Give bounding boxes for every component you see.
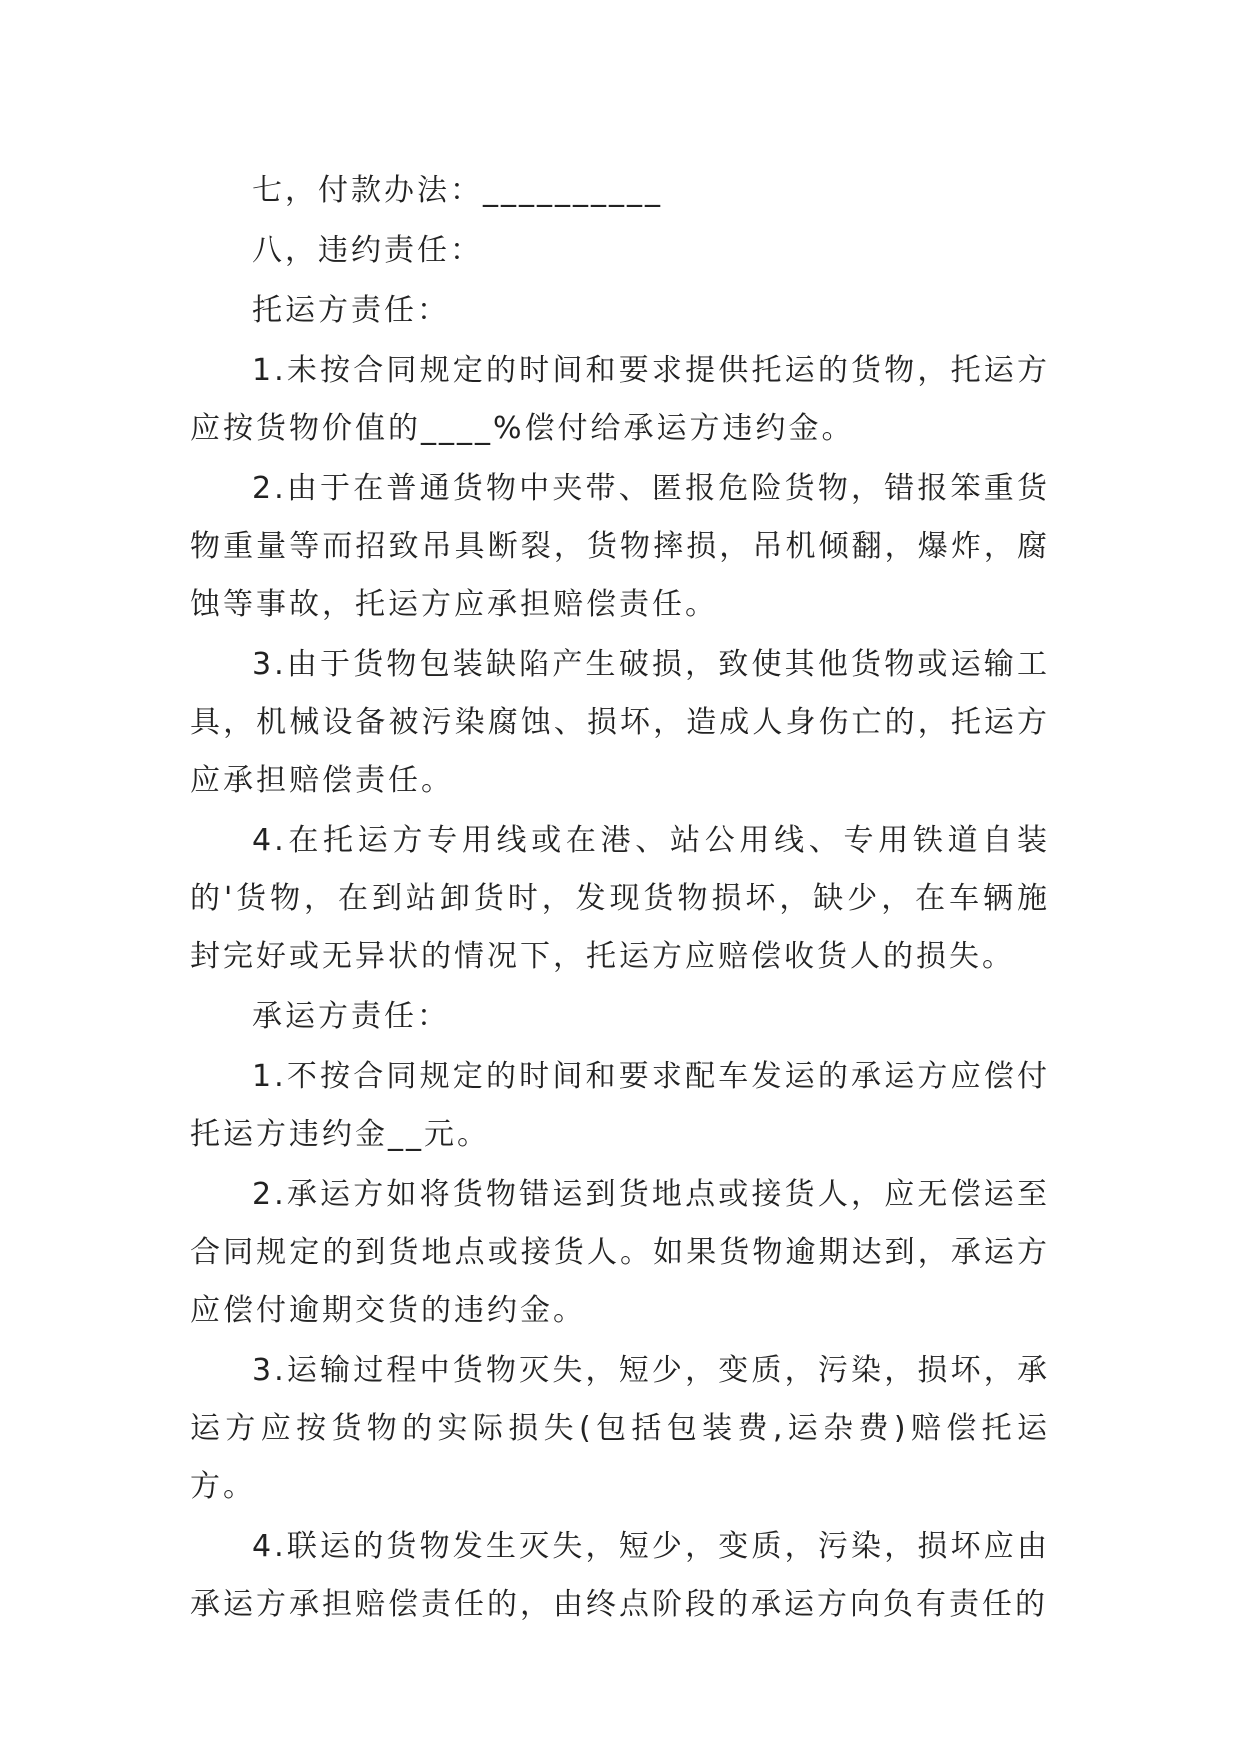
- carrier-clause-1: 1.不按合同规定的时间和要求配车发运的承运方应偿付托运方违约金__元。: [190, 1059, 1050, 1152]
- carrier-liability-heading: 承运方责任：: [252, 999, 450, 1034]
- carrier-clause-4: 4.联运的货物发生灭失，短少，变质，污染，损坏应由承运方承担赔偿责任的，由终点阶段的承运方向负有责任的: [190, 1529, 1050, 1622]
- shipper-liability-heading: 托运方责任：: [252, 293, 450, 328]
- shipper-clause-3: 3.由于货物包装缺陷产生破损，致使其他货物或运输工具，机械设备被污染腐蚀、损坏，造成人身伤亡的，托运方应承担赔偿责任。: [190, 647, 1050, 798]
- carrier-clause-2: 2.承运方如将货物错运到货地点或接货人，应无偿运至合同规定的到货地点或接货人。如果货物逾期达到，承运方应偿付逾期交货的违约金。: [190, 1177, 1050, 1328]
- carrier-clause-3: 3.运输过程中货物灭失，短少，变质，污染，损坏，承运方应按货物的实际损失(包括包装费,运杂费)赔偿托运方。: [190, 1353, 1050, 1504]
- breach-liability-heading: 八，违约责任：: [252, 233, 483, 268]
- document-body: [190, 162, 1050, 1634]
- shipper-clause-4: 4.在托运方专用线或在港、站公用线、专用铁道自装的'货物，在到站卸货时，发现货物损坏，缺少，在车辆施封完好或无异状的情况下，托运方应赔偿收货人的损失。: [190, 823, 1050, 974]
- shipper-clause-1: 1.未按合同规定的时间和要求提供托运的货物，托运方应按货物价值的____%偿付给承运方违约金。: [190, 353, 1050, 446]
- payment-method-heading: 七，付款办法：__________: [252, 173, 663, 208]
- shipper-clause-2: 2.由于在普通货物中夹带、匿报危险货物，错报笨重货物重量等而招致吊具断裂，货物摔损，吊机倾翻，爆炸，腐蚀等事故，托运方应承担赔偿责任。: [190, 471, 1050, 622]
